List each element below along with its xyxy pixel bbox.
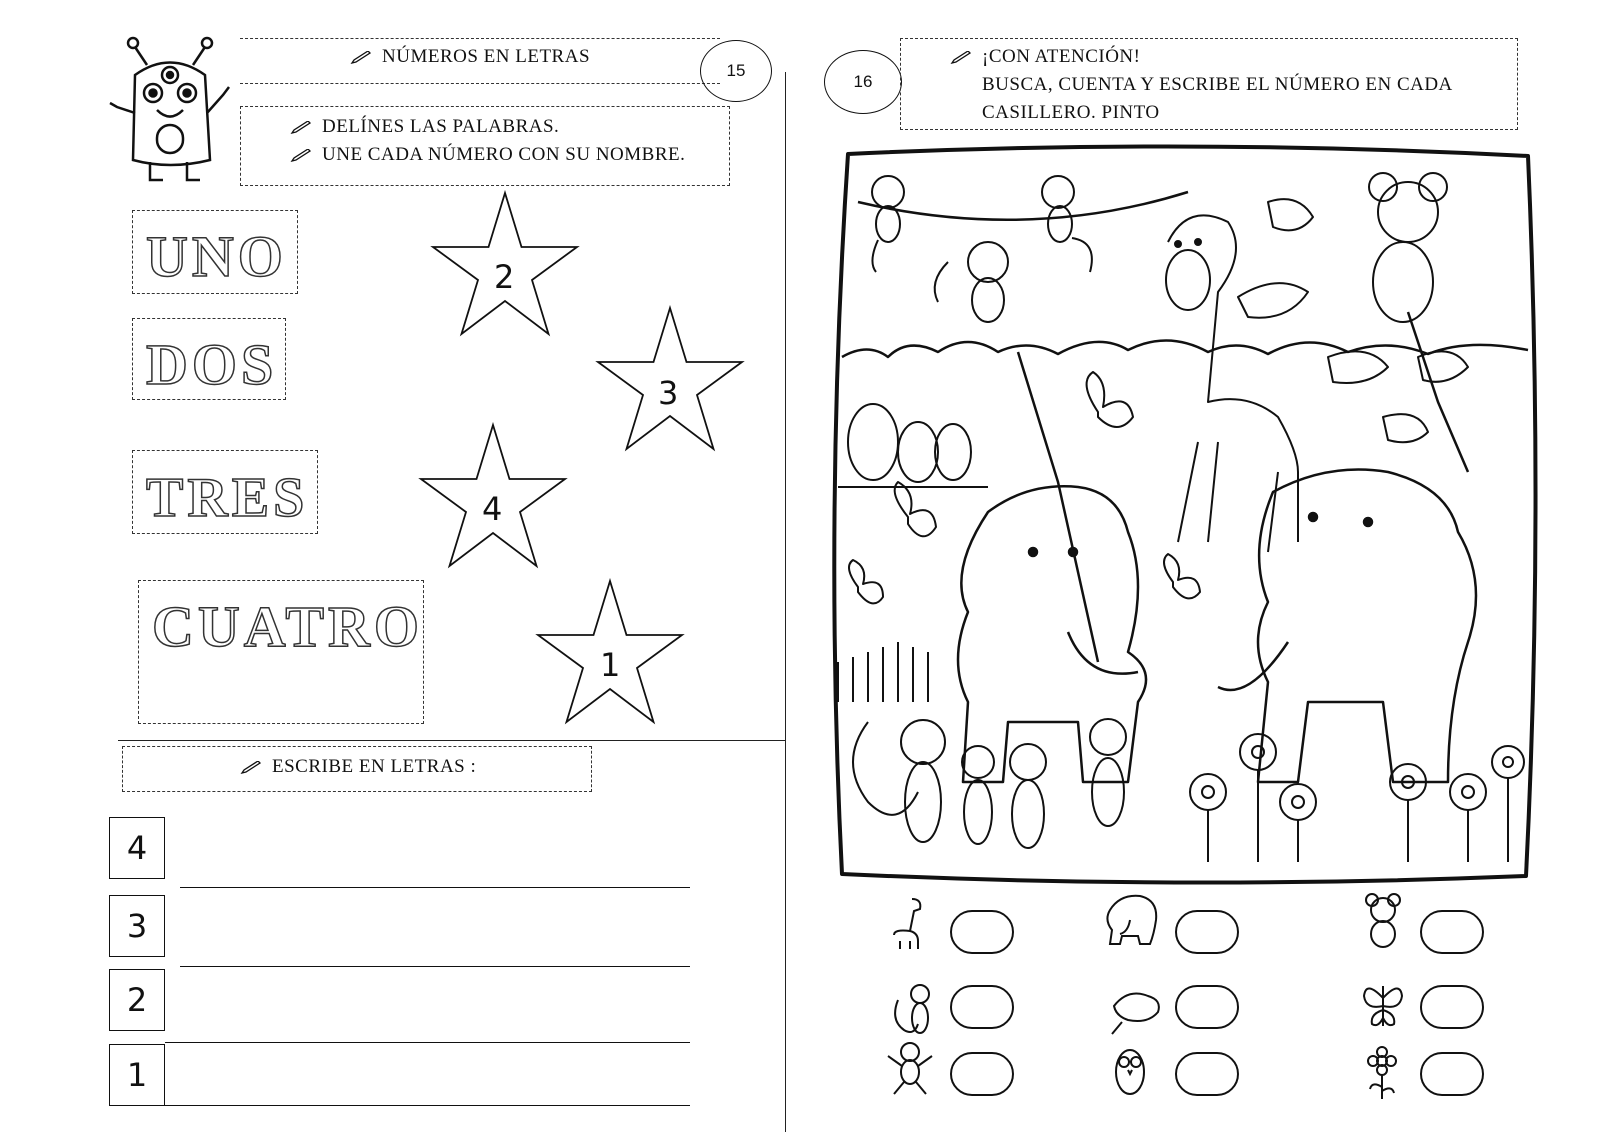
- traced-word-cuatro[interactable]: CUATRO: [152, 594, 424, 659]
- number-cell-2: 2: [109, 969, 165, 1031]
- star-number: 4: [482, 490, 503, 528]
- count-box-bird[interactable]: [1175, 985, 1239, 1029]
- instruction-line-1: DELÍNES LAS PALABRAS.: [290, 116, 559, 138]
- butterfly-icon: [1360, 976, 1406, 1032]
- traced-word-dos[interactable]: DOS: [146, 332, 278, 397]
- page-title: NÚMEROS EN LETRAS: [382, 46, 591, 67]
- instruction-line-2: CASILLERO. PINTO: [982, 102, 1160, 123]
- number-cell-4: 4: [109, 817, 165, 879]
- star-number: 2: [494, 258, 515, 296]
- instruction-line-1: BUSCA, CUENTA Y ESCRIBE EL NÚMERO EN CADA: [982, 74, 1453, 95]
- elephant-icon: [1100, 890, 1166, 946]
- page-divider: [785, 72, 786, 1132]
- number-cell-3: 3: [109, 895, 165, 957]
- bird-icon: [1108, 982, 1164, 1038]
- jungle-scene-illustration: [828, 142, 1542, 892]
- instruction-line-2: UNE CADA NÚMERO CON SU NOMBRE.: [290, 144, 685, 166]
- writing-line[interactable]: [180, 966, 690, 967]
- count-box-butterfly[interactable]: [1420, 985, 1484, 1029]
- write-title: ESCRIBE EN LETRAS :: [272, 756, 477, 777]
- writing-line[interactable]: [180, 887, 690, 888]
- koala-icon: [1360, 892, 1406, 948]
- count-box-owl[interactable]: [1175, 1052, 1239, 1096]
- count-box-squirrel[interactable]: [950, 985, 1014, 1029]
- count-box-giraffe[interactable]: [950, 910, 1014, 954]
- page-number-badge: [700, 40, 772, 102]
- write-title-row: [240, 756, 476, 778]
- star-number: 1: [600, 646, 621, 684]
- owl-icon: [1110, 1042, 1150, 1098]
- title-row: [350, 46, 590, 68]
- count-box-monkey[interactable]: [950, 1052, 1014, 1096]
- traced-word-uno[interactable]: UNO: [146, 224, 287, 289]
- count-box-elephant[interactable]: [1175, 910, 1239, 954]
- monster-mascot-illustration: [105, 35, 235, 185]
- count-box-koala[interactable]: [1420, 910, 1484, 954]
- number-cell-1: 1: [109, 1044, 165, 1106]
- instruction-title-row: [950, 46, 1140, 68]
- pencil-icon: [290, 149, 312, 163]
- page-number-badge: [824, 50, 902, 114]
- section-divider: [118, 740, 785, 741]
- giraffe-icon: [882, 895, 928, 951]
- flower-icon: [1362, 1045, 1402, 1101]
- pencil-icon: [240, 761, 262, 775]
- pencil-icon: [290, 121, 312, 135]
- pencil-icon: [350, 51, 372, 65]
- page-number: 16: [853, 72, 873, 91]
- page-number: 15: [726, 61, 746, 80]
- monkey-icon: [880, 1040, 940, 1096]
- writing-line[interactable]: [165, 1042, 690, 1043]
- star-number: 3: [658, 374, 679, 412]
- instruction-title: ¡CON ATENCIÓN!: [982, 46, 1141, 67]
- pencil-icon: [950, 51, 972, 65]
- count-box-flower[interactable]: [1420, 1052, 1484, 1096]
- squirrel-icon: [890, 980, 936, 1036]
- traced-word-tres[interactable]: TRES: [146, 467, 309, 529]
- writing-line[interactable]: [165, 1105, 690, 1106]
